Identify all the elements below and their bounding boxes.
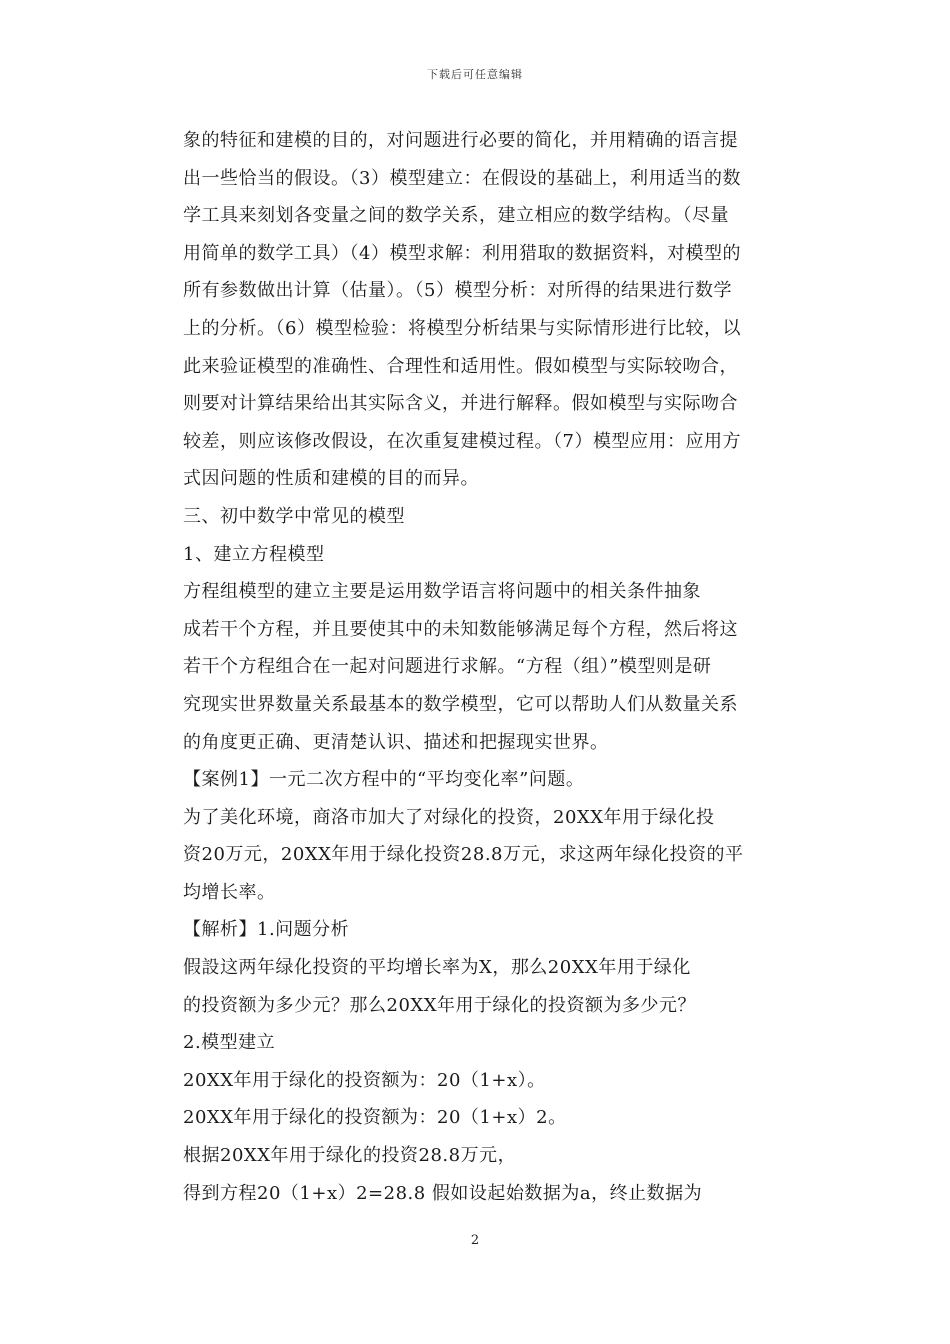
text-line: 资20万元，20XX年用于绿化投资28.8万元，求这两年绿化投资的平 (183, 844, 744, 866)
text-line: 均增长率。 (183, 881, 276, 903)
text-line: 较差，则应该修改假设，在次重复建模过程。（7）模型应用：应用方 (183, 430, 741, 452)
text-line: 20XX年用于绿化的投资额为：20（1+x）2。 (183, 1107, 567, 1129)
text-line: 【案例1】一元二次方程中的“平均变化率”问题。 (183, 769, 585, 791)
text-line: 成若干个方程，并且要使其中的未知数能够满足每个方程，然后将这 (183, 618, 738, 640)
text-line: 1、建立方程模型 (183, 543, 325, 565)
page-header: 下载后可任意编辑 (427, 68, 523, 81)
text-line: 20XX年用于绿化的投资额为：20（1+x）。 (183, 1069, 546, 1091)
text-line: 假設这两年绿化投资的平均增长率为X，那么20XX年用于绿化 (183, 957, 691, 979)
text-line: 为了美化环境，商洛市加大了对绿化的投资，20XX年用于绿化投 (183, 806, 715, 828)
text-line: 则要对计算结果给出其实际含义，并进行解释。假如模型与实际吻合 (183, 393, 738, 415)
text-line: 三、初中数学中常见的模型 (183, 505, 405, 527)
text-line: 式因问题的性质和建模的目的而异。 (183, 468, 479, 490)
text-line: 的投资额为多少元？那么20XX年用于绿化的投资额为多少元？ (183, 994, 697, 1016)
text-line: 得到方程20（1+x）2=28.8 假如设起始数据为a，终止数据为 (183, 1182, 703, 1204)
text-line: 根据20XX年用于绿化的投资28.8万元， (183, 1145, 517, 1167)
text-line: 究现实世界数量关系最基本的数学模型，它可以帮助人们从数量关系 (183, 693, 738, 715)
text-line: 学工具来刻划各变量之间的数学关系，建立相应的数学结构。（尽量 (183, 205, 729, 227)
text-line: 的角度更正确、更清楚认识、描述和把握现实世界。 (183, 731, 609, 753)
text-line: 若干个方程组合在一起对问题进行求解。“方程（组）”模型则是研 (183, 656, 712, 678)
text-line: 象的特征和建模的目的，对问题进行必要的简化，并用精确的语言提 (183, 130, 738, 151)
text-line: 此来验证模型的准确性、合理性和适用性。假如模型与实际较吻合， (183, 355, 738, 377)
text-line: 2.模型建立 (183, 1032, 276, 1054)
text-line: 上的分析。（6）模型检验：将模型分析结果与实际情形进行比较，以 (183, 317, 741, 339)
text-line: 方程组模型的建立主要是运用数学语言将问题中的相关条件抽象 (183, 581, 701, 603)
document-body (183, 122, 783, 1212)
text-line: 用简单的数学工具）（4）模型求解：利用猎取的数据资料，对模型的 (183, 242, 741, 264)
text-line: 【解析】1.问题分析 (183, 919, 350, 941)
text-line: 出一些恰当的假设。（3）模型建立：在假设的基础上，利用适当的数 (183, 167, 741, 189)
page-number: 2 (470, 1233, 480, 1248)
text-line: 所有参数做出计算（估量）。（5）模型分析：对所得的结果进行数学 (183, 280, 732, 302)
